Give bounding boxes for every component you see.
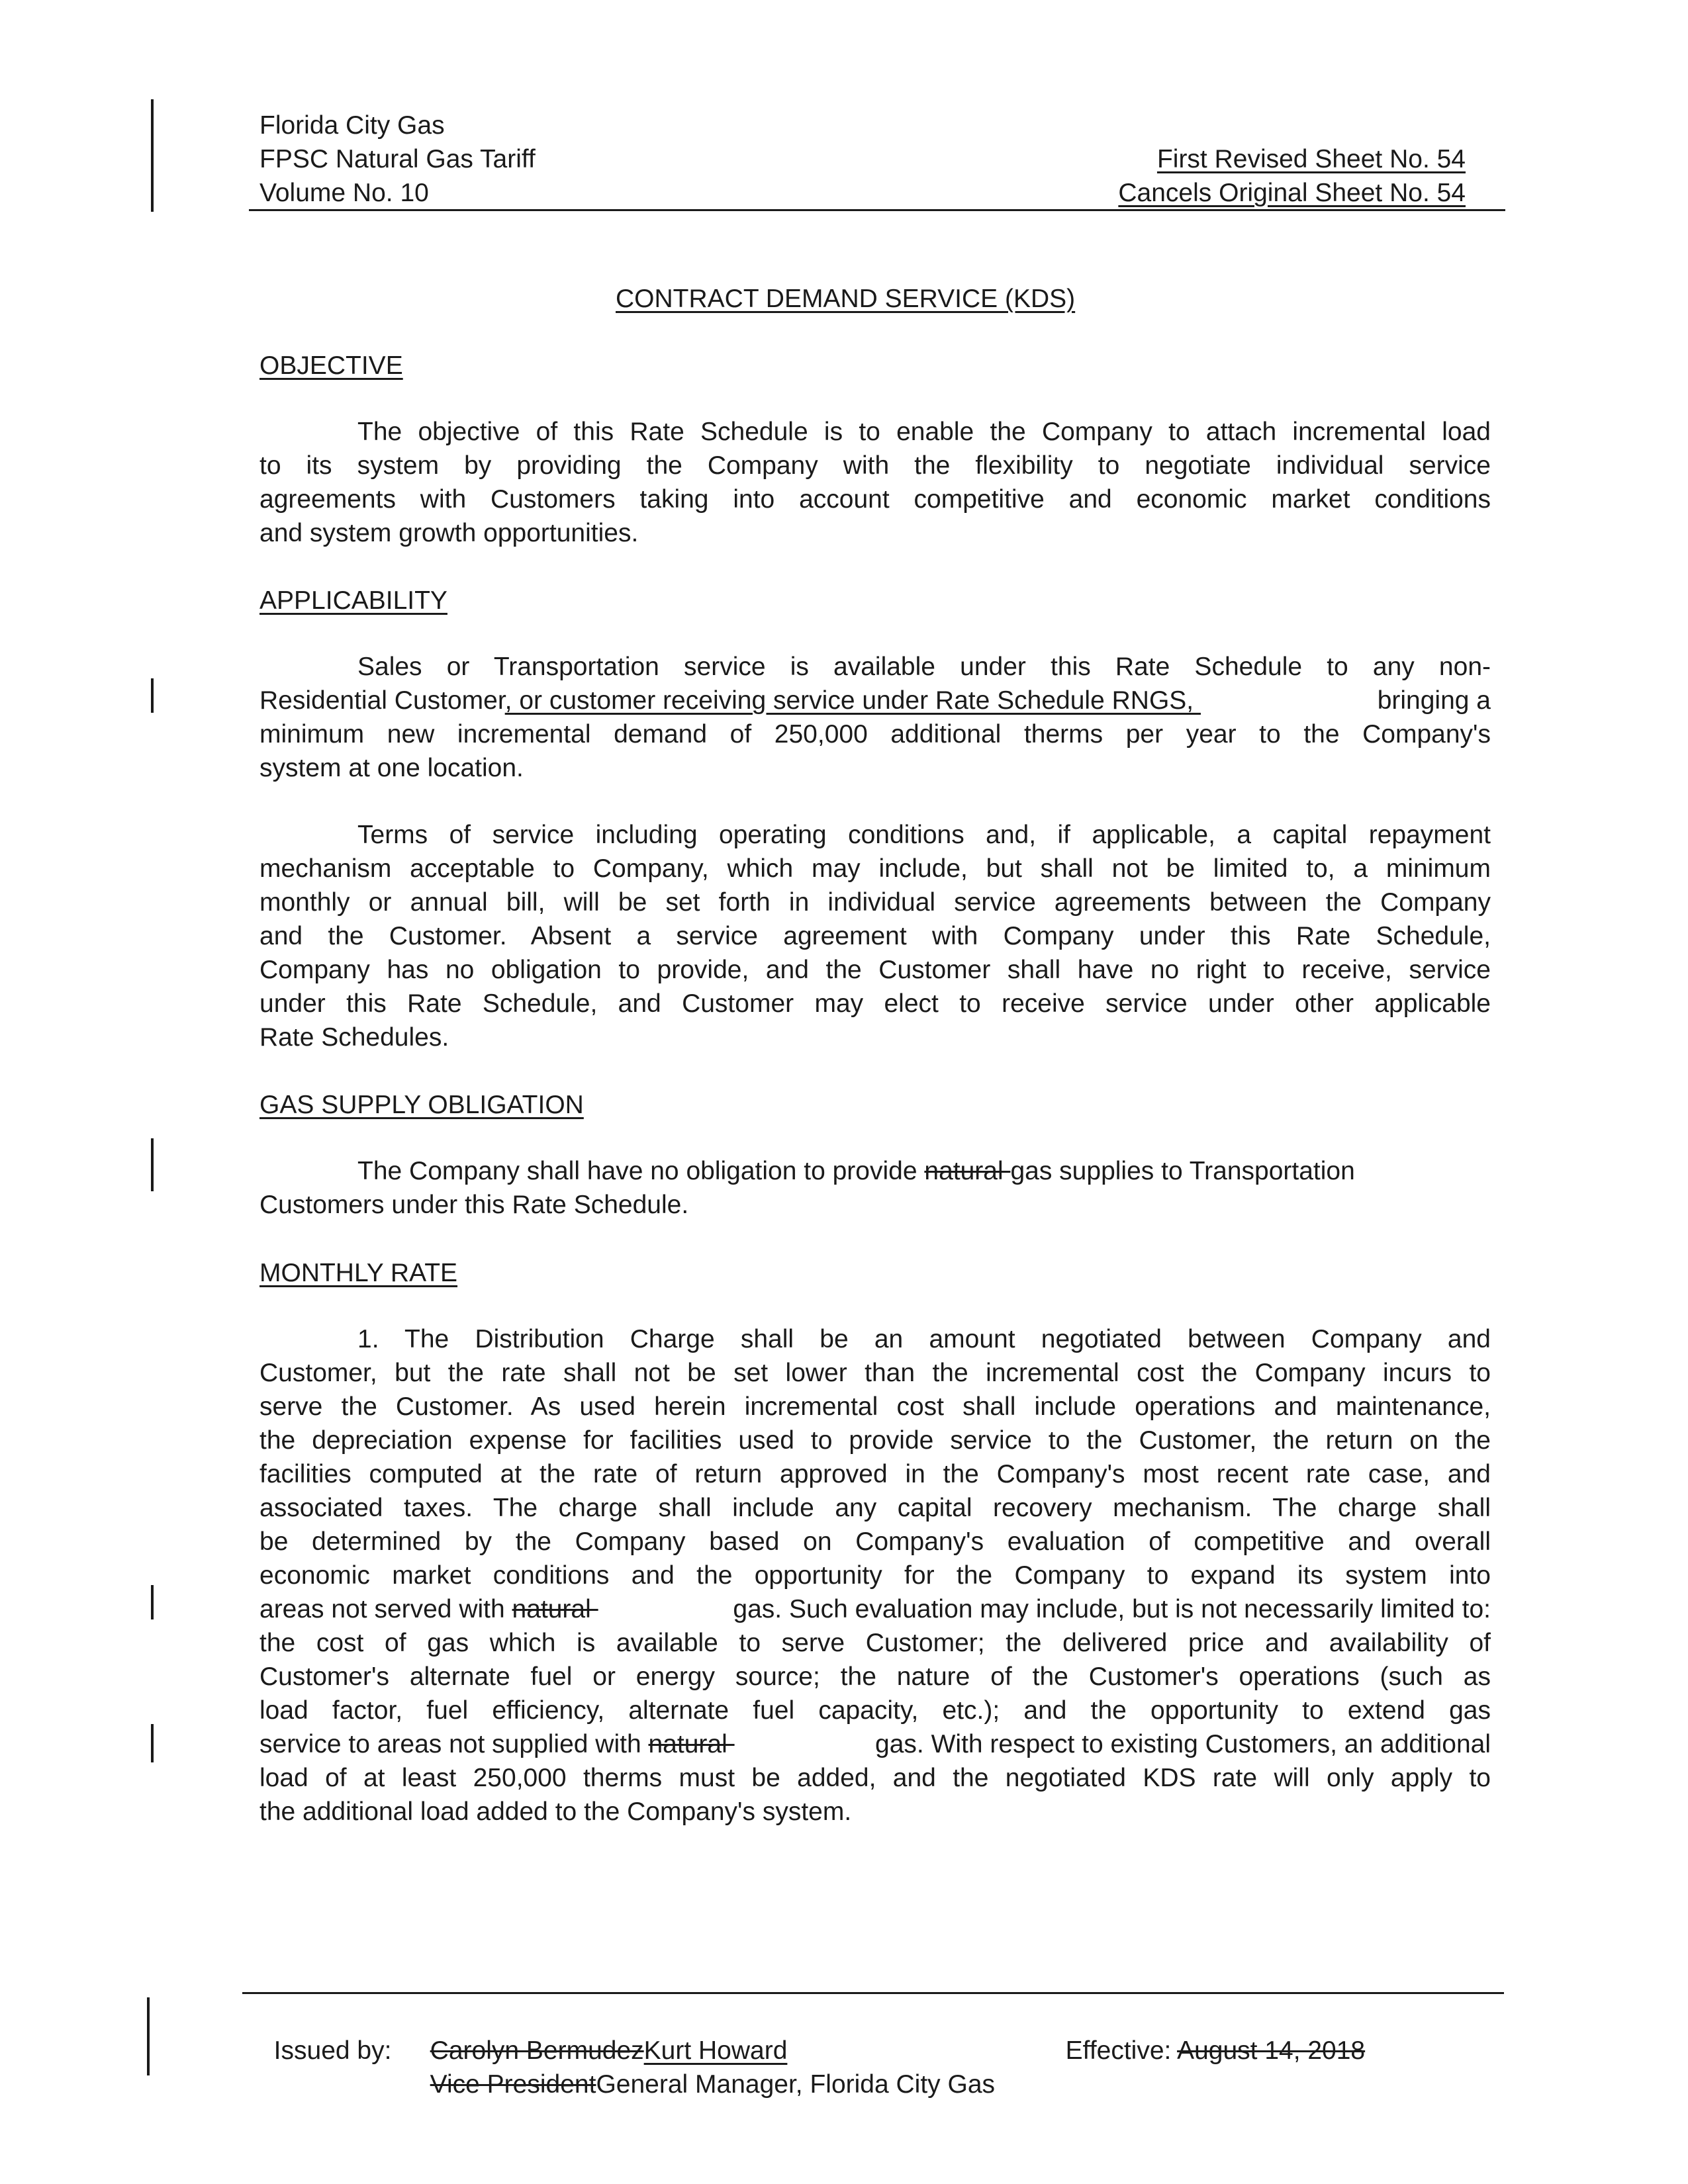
monthly-rate-line: load factor, fuel efficiency, alternate fuel capacity, etc.); and the opportunity to extend gas <box>259 1696 1491 1725</box>
monthly-rate-line: facilities computed at the rate of return approved in the Company's most recent rate case, and <box>259 1460 1491 1488</box>
page-title: CONTRACT DEMAND SERVICE (KDS) <box>616 285 1076 313</box>
struck-name: Carolyn Bermudez <box>430 2036 644 2065</box>
monthly-rate-line: the cost of gas which is available to serve Customer; the delivered price and availability of <box>259 1629 1491 1657</box>
applicability-line: mechanism acceptable to Company, which may include, but shall not be limited to, a minimum <box>259 854 1491 883</box>
monthly-rate-line: be determined by the Company based on Company's evaluation of competitive and overall <box>259 1527 1491 1556</box>
applicability-line: under this Rate Schedule, and Customer may elect to receive service under other applicable <box>259 989 1491 1018</box>
applicability-line: minimum new incremental demand of 250,000 additional therms per year to the Company's <box>259 720 1491 749</box>
applicability-line: Company has no obligation to provide, and the Customer shall have no right to receive, service <box>259 956 1491 984</box>
section-heading-gas-supply: GAS SUPPLY OBLIGATION <box>259 1091 584 1119</box>
gas-supply-line: Customers under this Rate Schedule. <box>259 1191 689 1219</box>
gas-supply-paragraph <box>259 1154 1491 1222</box>
section-heading-monthly-rate: MONTHLY RATE <box>259 1259 458 1287</box>
applicability-line: system at one location. <box>259 754 524 782</box>
monthly-rate-line: service to areas not supplied with natural gas. With respect to existing Customers, an additional <box>259 1730 1491 1758</box>
footer-effective <box>1051 2000 1365 2068</box>
issuer-title: General Manager <box>596 2070 796 2099</box>
issuer-name: Kurt Howard <box>643 2036 788 2065</box>
applicability-line: and the Customer. Absent a service agreement with Company under this Rate Schedule, <box>259 922 1491 950</box>
section-heading-applicability: APPLICABILITY <box>259 586 447 615</box>
applicability-line: monthly or annual bill, will be set forth in individual service agreements between the Company <box>259 888 1491 917</box>
struck-title: Vice President <box>430 2070 596 2099</box>
applicability-paragraph-2 <box>259 818 1491 1054</box>
monthly-rate-line: Customer, but the rate shall not be set lower than the incremental cost the Company incurs to <box>259 1359 1491 1387</box>
footer-rule <box>242 1992 1504 1994</box>
header-sheet: First Revised Sheet No. 54 <box>1156 145 1466 173</box>
struck-date: August 14, 2018 <box>1177 2036 1366 2065</box>
objective-line: The objective of this Rate Schedule is to enable the Company to attach incremental load <box>357 418 1491 446</box>
objective-line: agreements with Customers taking into account competitive and economic market conditions <box>259 485 1491 514</box>
section-heading-objective: OBJECTIVE <box>259 351 403 380</box>
applicability-line: Terms of service including operating conditions and, if applicable, a capital repayment <box>357 821 1491 849</box>
monthly-rate-line: areas not served with natural gas. Such evaluation may include, but is not necessarily limited to: <box>259 1595 1491 1623</box>
header-rule <box>249 209 1505 211</box>
issued-label: Issued by: <box>273 2036 392 2065</box>
monthly-rate-line: load of at least 250,000 therms must be added, and the negotiated KDS rate will only apply to <box>259 1764 1491 1792</box>
objective-line: to its system by providing the Company with the flexibility to negotiate individual service <box>259 451 1491 480</box>
revision-bar <box>151 1585 154 1619</box>
header-tariff: FPSC Natural Gas Tariff <box>259 145 536 173</box>
header-volume: Volume No. 10 <box>259 179 429 207</box>
monthly-rate-line: serve the Customer. As used herein incremental cost shall include operations and maintenance, <box>259 1392 1491 1421</box>
effective-label: Effective: <box>1065 2036 1178 2065</box>
monthly-rate-line: the depreciation expense for facilities used to provide service to the Customer, the return on the <box>259 1426 1491 1455</box>
applicability-paragraph-1 <box>259 650 1491 785</box>
objective-line: and system growth opportunities. <box>259 519 639 547</box>
struck-text: natural <box>648 1730 735 1758</box>
footer-issued-line <box>259 2000 391 2068</box>
revision-bar <box>151 1138 154 1191</box>
monthly-rate-paragraph <box>259 1322 1491 1829</box>
monthly-rate-line: associated taxes. The charge shall include any capital recovery mechanism. The charge shall <box>259 1494 1491 1522</box>
gas-supply-line: The Company shall have no obligation to provide natural gas supplies to Transportation <box>357 1157 1355 1185</box>
struck-text: natural <box>512 1595 598 1623</box>
revision-bar <box>151 99 154 212</box>
revision-bar <box>151 678 154 713</box>
applicability-line: Sales or Transportation service is available under this Rate Schedule to any non- <box>357 653 1491 681</box>
footer-title-line: Vice PresidentGeneral Manager, Florida City Gas <box>430 2070 996 2099</box>
header-company: Florida City Gas <box>259 111 445 140</box>
monthly-rate-line: economic market conditions and the opportunity for the Company to expand its system into <box>259 1561 1491 1590</box>
monthly-rate-line: 1. The Distribution Charge shall be an amount negotiated between Company and <box>357 1325 1491 1353</box>
revision-bar <box>151 1724 154 1762</box>
applicability-line: Residential Customer, or customer receiving service under Rate Schedule RNGS, bringing a <box>259 686 1491 715</box>
applicability-line: Rate Schedules. <box>259 1023 449 1052</box>
header-cancels: Cancels Original Sheet No. 54 <box>1118 179 1466 207</box>
objective-paragraph <box>259 415 1491 550</box>
struck-text: natural <box>924 1157 1011 1185</box>
inserted-text: , or customer receiving service under Rate Schedule RNGS, <box>504 686 1201 715</box>
monthly-rate-line: the additional load added to the Company's system. <box>259 1797 852 1826</box>
revision-bar <box>147 1997 150 2075</box>
monthly-rate-line: Customer's alternate fuel or energy source; the nature of the Customer's operations (such as <box>259 1662 1491 1691</box>
